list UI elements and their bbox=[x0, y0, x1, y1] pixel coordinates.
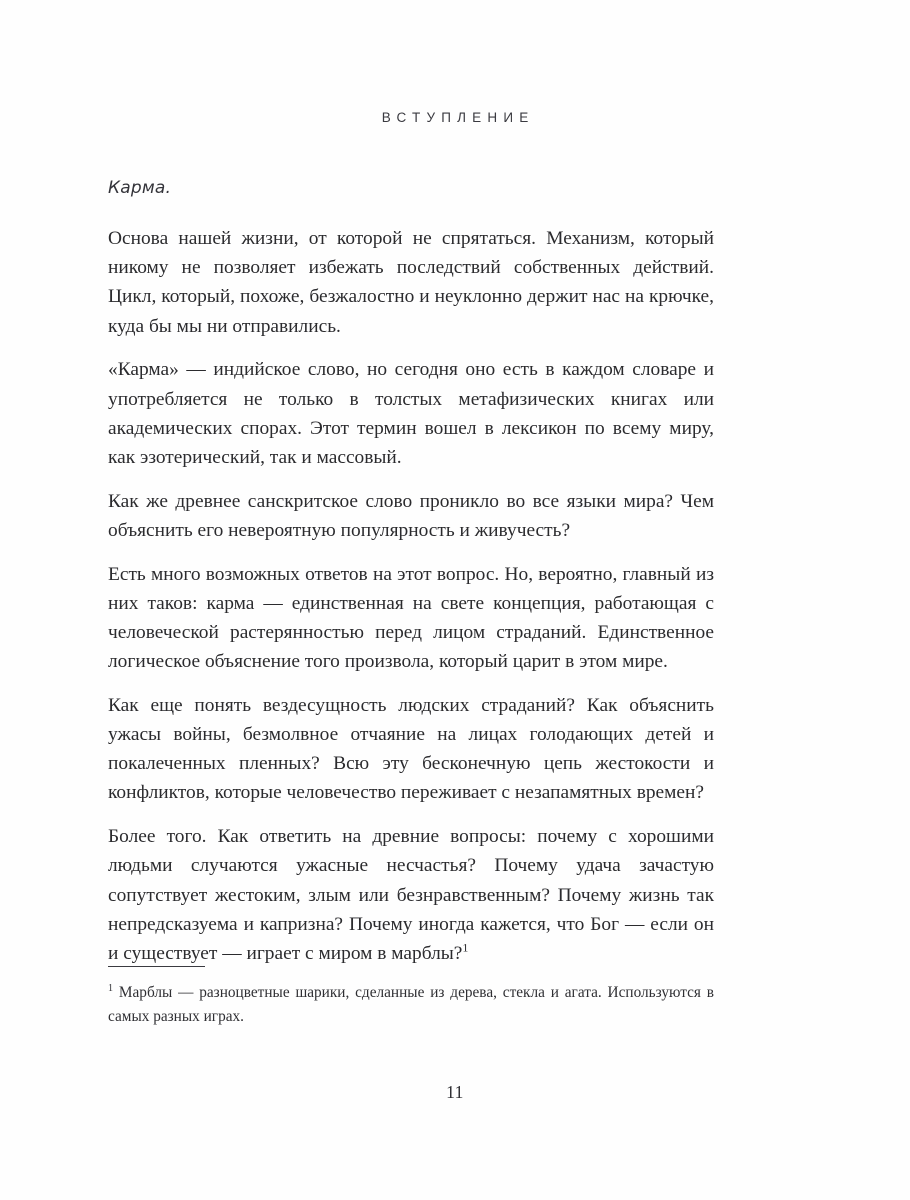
footnote-marker: 1 bbox=[108, 982, 114, 994]
footnote-text bbox=[108, 981, 714, 1028]
body-paragraph: Как еще понять вездесущность людских страданий? Как объяснить ужасы войны, безмолвное отчаяние на лицах голодающих детей и покалеченных пленных? Всю эту бесконечную цепь жестокости и конфликтов, которые человечество переживает с незапамятных времен? bbox=[108, 694, 714, 804]
body-paragraph: «Карма» — индийское слово, но сегодня оно есть в каждом словаре и употребляется не только в толстых метафизических книгах или академических спорах. Этот термин вошел в лексикон по всему миру, как эзотерический, так и массовый. bbox=[108, 359, 714, 468]
footnote-body: Марблы — разноцветные шарики, сделанные из дерева, стекла и агата. Используются в самых разных играх. bbox=[108, 984, 714, 1025]
final-paragraph-text: Более того. Как ответить на древние вопросы: почему с хорошими людьми случаются ужасные несчастья? Почему удача зачастую сопутствует жестоким, злым или безнравственным? Почему жизнь так непредсказуема и капризна? Почему иногда кажется, что Бог — если он и существует — играет с миром в марблы? bbox=[108, 826, 714, 964]
body-paragraph: Как же древнее санскритское слово проникло во все языки мира? Чем объяснить его невероятную популярность и живучесть? bbox=[108, 490, 714, 541]
footnote-reference-marker[interactable]: 1 bbox=[462, 940, 469, 955]
lead-word: Карма. bbox=[108, 178, 172, 198]
footnote-separator-rule bbox=[108, 966, 205, 967]
body-paragraph: Основа нашей жизни, от которой не спрятаться. Механизм, который никому не позволяет избежать последствий собственных действий. Цикл, который, похоже, безжалостно и неуклонно держит нас на крючке, куда бы мы ни отправились. bbox=[108, 228, 714, 337]
text-column bbox=[108, 178, 714, 968]
body-paragraph: Есть много возможных ответов на этот вопрос. Но, вероятно, главный из них таков: карма — единственная на свете концепция, работающая с человеческой растерянностью перед лицом страданий. Единственное логическое объяснение того произвола, который царит в этом мире. bbox=[108, 563, 714, 673]
body-paragraph-with-footnote bbox=[108, 822, 714, 968]
footnote-block bbox=[108, 966, 714, 1028]
running-head: ВСТУПЛЕНИЕ bbox=[381, 110, 535, 125]
page-number: 11 bbox=[446, 1082, 464, 1102]
